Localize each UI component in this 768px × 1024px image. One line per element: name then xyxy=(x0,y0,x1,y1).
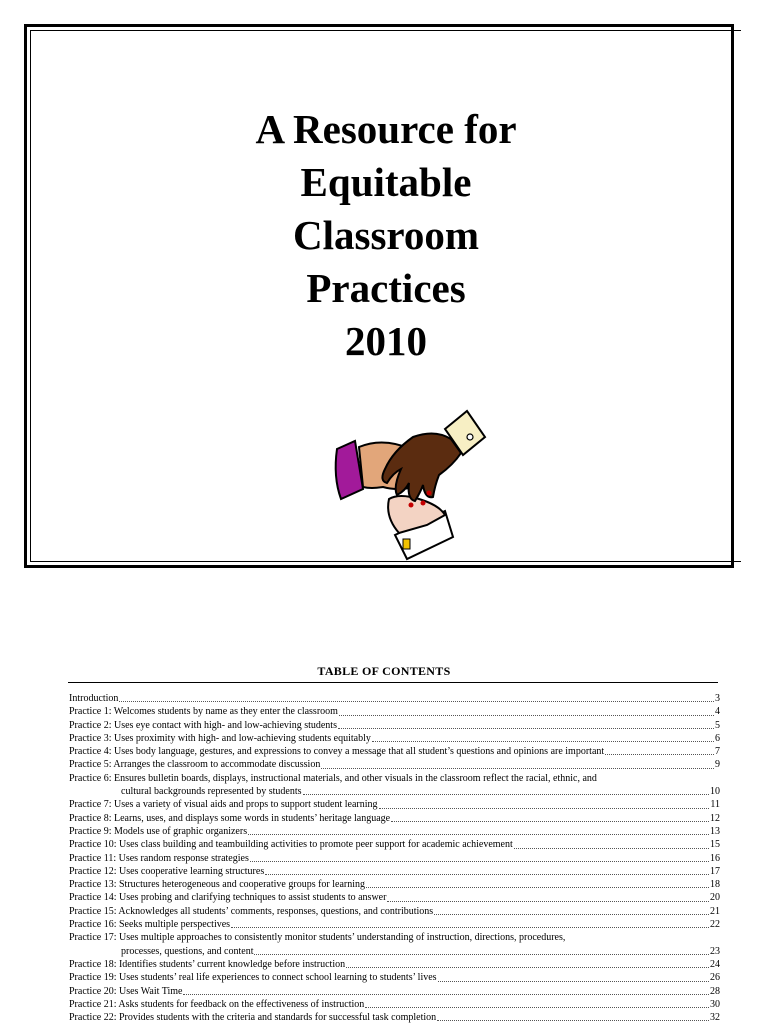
toc-entry-text: Practice 8: Learns, uses, and displays some words in students’ heritage language xyxy=(69,812,391,824)
toc-page-number: 11 xyxy=(710,799,720,811)
toc-page-number: 28 xyxy=(710,985,720,997)
toc-entry[interactable] xyxy=(69,705,720,718)
toc-page-number: 12 xyxy=(710,812,720,824)
toc-entry[interactable] xyxy=(69,865,720,878)
toc-entry[interactable] xyxy=(69,798,720,811)
toc-entry-text: Practice 12: Uses cooperative learning structures xyxy=(69,865,265,877)
toc-entry-text: Practice 18: Identifies students’ current knowledge before instruction xyxy=(69,958,346,970)
toc-page-number: 13 xyxy=(710,825,720,837)
toc-entry-text: Practice 5: Arranges the classroom to accommodate discussion xyxy=(69,759,321,771)
toc-entry-text: Practice 16: Seeks multiple perspectives xyxy=(69,919,231,931)
toc-entry[interactable] xyxy=(69,891,720,904)
toc-entry[interactable] xyxy=(69,958,720,971)
toc-page-number: 22 xyxy=(710,919,720,931)
toc-page-number: 3 xyxy=(715,693,720,704)
toc-page-number: 21 xyxy=(710,905,720,917)
toc-entry[interactable] xyxy=(69,758,720,771)
toc-entry-text: Practice 14: Uses probing and clarifying techniques to assist students to answer xyxy=(69,892,387,904)
toc-entry-text: Practice 15: Acknowledges all students’ comments, responses, questions, and contributions xyxy=(69,905,434,917)
toc-page-number: 18 xyxy=(710,879,720,891)
title-line: 2010 xyxy=(345,318,427,364)
toc-page-number: 16 xyxy=(710,852,720,864)
toc-entry-text: Practice 19: Uses students’ real life experiences to connect school learning to students’ lives xyxy=(69,972,437,984)
toc-entry[interactable] xyxy=(69,1011,720,1024)
toc-page-number: 32 xyxy=(710,1012,720,1024)
toc-entry[interactable] xyxy=(69,812,720,825)
toc-entry-text: Practice 20: Uses Wait Time xyxy=(69,985,183,997)
toc-entry[interactable] xyxy=(69,719,720,732)
toc-entry-text: Practice 2: Uses eye contact with high- and low-achieving students xyxy=(69,719,337,731)
toc-entry-text: Practice 1: Welcomes students by name as they enter the classroom xyxy=(69,706,338,718)
toc-page-number: 30 xyxy=(710,998,720,1010)
title-line: Classroom xyxy=(292,212,480,258)
toc-entry[interactable] xyxy=(69,905,720,918)
document-title xyxy=(27,103,745,368)
toc-heading: TABLE OF CONTENTS xyxy=(317,664,451,678)
toc-entry[interactable] xyxy=(69,985,720,998)
toc-entry-text: Practice 10: Uses class building and teambuilding activities to promote peer support for academic achievement xyxy=(69,839,513,851)
title-line: Equitable xyxy=(300,159,472,205)
toc-entry[interactable] xyxy=(69,772,720,799)
toc-entry-text: Practice 17: Uses multiple approaches to consistently monitor students’ understanding of instruction, directions, procedures, xyxy=(69,932,566,944)
toc-entry-text: Practice 4: Uses body language, gestures, and expressions to convey a message that all student’s questions and opinions are important xyxy=(69,746,605,758)
toc-entry[interactable] xyxy=(69,692,720,705)
toc-entry[interactable] xyxy=(69,745,720,758)
toc-page-number: 7 xyxy=(715,746,720,758)
toc-page-number: 17 xyxy=(710,865,720,877)
toc-page-number: 10 xyxy=(710,786,720,798)
toc-entry-text-continued: cultural backgrounds represented by students xyxy=(121,786,302,798)
cover-frame xyxy=(24,24,734,568)
toc-page-number: 9 xyxy=(715,759,720,771)
toc-entry[interactable] xyxy=(69,878,720,891)
toc-page-number: 5 xyxy=(715,719,720,731)
toc-page-number: 15 xyxy=(710,839,720,851)
toc-entry[interactable] xyxy=(69,918,720,931)
toc-entry[interactable] xyxy=(69,971,720,984)
toc-entry-text: Introduction xyxy=(69,693,119,704)
toc-page-number: 26 xyxy=(710,972,720,984)
toc-page-number: 6 xyxy=(715,732,720,744)
toc-entry[interactable] xyxy=(69,838,720,851)
toc-entry-text: Practice 11: Uses random response strategies xyxy=(69,852,249,864)
toc-entry-text: Practice 9: Models use of graphic organizers xyxy=(69,825,248,837)
toc-entry-text-continued: processes, questions, and content xyxy=(121,945,254,957)
title-line: Practices xyxy=(306,265,466,311)
toc-entry-text: Practice 3: Uses proximity with high- and low-achieving students equitably xyxy=(69,732,371,744)
joined-hands-illustration xyxy=(327,407,497,567)
toc-entry-text: Practice 13: Structures heterogeneous and cooperative groups for learning xyxy=(69,879,366,891)
toc-entry[interactable] xyxy=(69,732,720,745)
toc-entry[interactable] xyxy=(69,998,720,1011)
toc-divider xyxy=(68,682,718,683)
toc-entry-text: Practice 7: Uses a variety of visual aids and props to support student learning xyxy=(69,799,378,811)
toc-page-number: 20 xyxy=(710,892,720,904)
table-of-contents xyxy=(69,692,720,1024)
toc-entry[interactable] xyxy=(69,852,720,865)
toc-entry[interactable] xyxy=(69,825,720,838)
toc-entry[interactable] xyxy=(69,931,720,958)
toc-page-number: 24 xyxy=(710,958,720,970)
toc-entry-text: Practice 22: Provides students with the criteria and standards for successful task completion xyxy=(69,1012,437,1024)
toc-entry-text: Practice 6: Ensures bulletin boards, displays, instructional materials, and other visuals in the classroom reflect the racial, ethnic, and xyxy=(69,772,597,784)
toc-entry-text: Practice 21: Asks students for feedback on the effectiveness of instruction xyxy=(69,998,365,1010)
toc-page-number: 4 xyxy=(715,706,720,718)
title-line: A Resource for xyxy=(255,106,517,152)
toc-page-number: 23 xyxy=(710,945,720,957)
